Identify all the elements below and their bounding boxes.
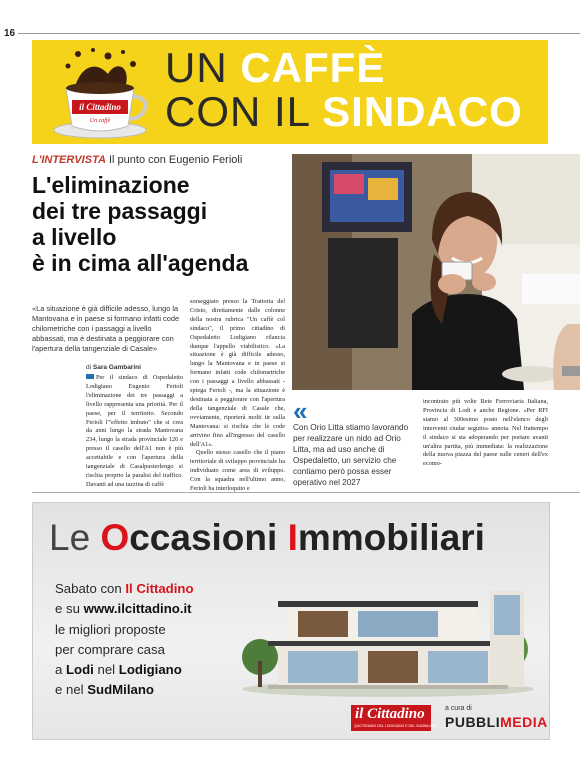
cup-slogan: Un caffè — [89, 118, 111, 124]
il-cittadino-logo: il Cittadino QUOTIDIANO DEL LODIGIANO E DEL SUDMILANO — [351, 705, 431, 731]
ad-copy: Sabato con Il Cittadino e su www.ilcittadino.it le migliori proposte per comprare casa a Lodi nel Lodigiano e nel SudMilano — [55, 581, 194, 698]
ad-credit-label: a cura di — [445, 705, 472, 712]
mayor-photo — [292, 154, 580, 390]
ad-title: Le Occasioni Immobiliari — [49, 517, 485, 558]
banner-line-1: UN CAFFÈ — [165, 44, 386, 91]
quote-mark: « — [293, 396, 308, 426]
byline: di Sara Gambarini — [86, 364, 141, 371]
article-column-1: Per il sindaco di Ospedaletto Lodigiano Eugenio Ferioli l'eliminazione dei tre passaggi a livello rappresenta una priorità. Per il paese, per il territorio. Secondo Ferioli l'"effetto imbuto" che si crea da anni lungo la strada Mantovana 234, lungo la strada provinciale 126 e presso il casello dell'A1 non è più accettabile e con l'apertura della tangenziale di Casalpusterlengo si rischia proprio la paralisi del traffico. Davanti ad una tazzina di caffè — [86, 374, 183, 488]
article-lead: «La situazione è già difficile adesso, lungo la Mantovana e in paese si formano infatti code chilometriche con i passaggi a livello abbassati, ma è destinata a peggiorare con l'apertura della tangenziale di Casale» — [32, 304, 180, 353]
article-column-4: incontrato più volte Rete Ferroviaria Italiana, Provincia di Lodi e anche Regione. «Per RFI siamo al 300esimo posto nell'elenco degli interventi ciudar seguito» annota. Nel frattempo il sindaco si sta adoperando per portare avanti un'altra partita, più immediata: la realizzazione della nuova piazza del paese sulle ceneri dell'ex ecomo- — [423, 398, 548, 468]
top-rule — [18, 33, 580, 34]
article-headline: L'eliminazione dei tre passaggi a livello è in cima all'agenda — [32, 172, 249, 276]
pubblimedia-logo: PUBBLIMEDIA — [445, 714, 548, 730]
bullet-icon — [86, 374, 94, 379]
article-column-2: sorseggiato presso la Trattoria del Cristo, direttamente dalle colonne della nostra rubrica "Un caffè col sindaco", il primo cittadino di Ospedaletto Lodigiano rilancia dunque l'appello viabilistico. «La situazione è già difficile adesso, lungo la Mantovana e in paese si formano infatti code chilometriche con i passaggi a livello abbassati - spiega Ferioli -, ma la situazione è destinata a peggiorare con l'apertura della tangenziale di Casale che, ovviamente, riporterà molti tir sulla Mantovana: si rischia che le code arrivino fino all'ingresso del casello dell'A1». Quello stesso casello che il piano territoriale di sviluppo provinciale ha individuato come area di sviluppo. Con la squadra nell'ultimo anno, Ferioli ha interloquito e — [190, 298, 285, 493]
section-divider — [32, 492, 580, 493]
cup-brand: il Cittadino — [79, 102, 121, 112]
pull-quote: Con Orio Litta stiamo lavorando per realizzare un nido ad Orio Litta, ma ad uso anche di Ospedaletto, un servizio che contiamo però possa esser operativo nel 2027 — [293, 423, 409, 487]
article-kicker: L'INTERVISTA Il punto con Eugenio Ferioli — [32, 154, 243, 166]
section-banner — [32, 40, 548, 144]
page-number: 16 — [4, 28, 16, 39]
coffee-cup-icon — [38, 44, 158, 142]
house-illustration — [238, 561, 538, 697]
real-estate-ad — [32, 502, 550, 740]
banner-line-2: CON IL SINDACO — [165, 88, 523, 135]
